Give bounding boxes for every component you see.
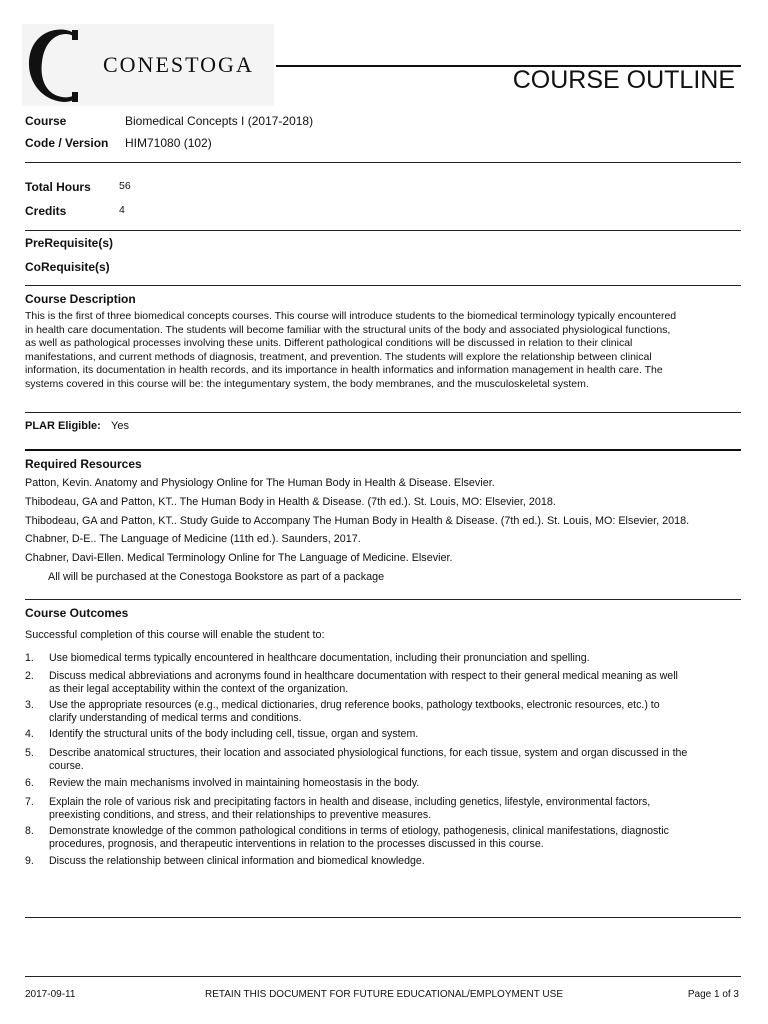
description-line: in health care documentation. The students will become familiar with the structural units of the body and associated physiological functions, <box>25 323 671 336</box>
outcomes-intro: Successful completion of this course will enable the student to: <box>25 629 325 641</box>
outcome-text <box>49 728 739 741</box>
total-hours-label: Total Hours <box>25 180 91 194</box>
outcome-line: Describe anatomical structures, their location and associated physiological functions, for each tissue, system and organ discussed in the <box>49 747 688 759</box>
total-hours-value: 56 <box>119 180 131 192</box>
outcome-text <box>49 699 739 725</box>
outcome-number: 8. <box>25 825 34 837</box>
outcome-text <box>49 825 739 851</box>
outcome-text <box>49 777 739 790</box>
course-value: Biomedical Concepts I (2017-2018) <box>125 114 314 128</box>
description-line: information, its documentation in health records, and its importance in health informatics and information management in health care. The <box>25 364 663 377</box>
outcome-number: 6. <box>25 777 34 789</box>
resource-item: Chabner, Davi-Ellen. Medical Terminology Online for The Language of Medicine. Elsevier. <box>25 552 453 564</box>
footer-rule <box>25 976 741 977</box>
divider <box>25 599 741 600</box>
divider <box>25 162 741 163</box>
divider <box>25 230 741 231</box>
divider <box>25 412 741 413</box>
outcome-line: preexisting conditions, and stress, and their relationships to preventive measures. <box>49 809 432 822</box>
resource-item: Thibodeau, GA and Patton, KT.. Study Guide to Accompany The Human Body in Health & Disease. (7th ed.). St. Louis, MO: Elsevier, 2018. <box>25 515 690 527</box>
outcome-number: 2. <box>25 670 34 682</box>
outcome-line: clarify understanding of medical terms and conditions. <box>49 712 302 725</box>
outcome-text <box>49 855 739 868</box>
corequisites-label: CoRequisite(s) <box>25 260 110 274</box>
description-line: This is the first of three biomedical concepts courses. This course will introduce students to the biomedical terminology typically encountered <box>25 310 677 322</box>
outcome-number: 9. <box>25 855 34 867</box>
outcome-line: procedures, prognosis, and therapeutic interventions in relation to the processes discussed in this course. <box>49 838 544 851</box>
outcome-number: 5. <box>25 747 34 759</box>
required-resources-heading: Required Resources <box>25 457 142 471</box>
outcome-text <box>49 747 739 773</box>
outcome-text <box>49 652 739 665</box>
resource-item: Patton, Kevin. Anatomy and Physiology Online for The Human Body in Health & Disease. Elsevier. <box>25 477 495 489</box>
course-label: Course <box>25 114 67 128</box>
outcome-text <box>49 670 739 696</box>
course-description-heading: Course Description <box>25 292 136 306</box>
outcomes-list <box>25 652 741 872</box>
resource-item: Thibodeau, GA and Patton, KT.. The Human Body in Health & Disease. (7th ed.). St. Louis, MO: Elsevier, 2018. <box>25 496 556 508</box>
footer-date: 2017-09-11 <box>25 989 76 1000</box>
outcome-text <box>49 796 739 822</box>
description-line: systems covered in this course will be: the integumentary system, the body membranes, and the musculoskeletal system. <box>25 377 589 390</box>
outcome-number: 3. <box>25 699 34 711</box>
code-version-label: Code / Version <box>25 136 109 150</box>
course-outcomes-heading: Course Outcomes <box>25 606 129 620</box>
outcome-line: Use the appropriate resources (e.g., medical dictionaries, drug reference books, pathology textbooks, electronic resources, etc.) to <box>49 699 660 711</box>
description-line: manifestations, and current methods of diagnosis, treatment, and prevention. The students will explore the relationship between clinical <box>25 350 652 363</box>
conestoga-logo <box>22 24 274 106</box>
course-description-text <box>25 310 741 392</box>
outcome-number: 4. <box>25 728 34 740</box>
outcome-line: Discuss the relationship between clinical information and biomedical knowledge. <box>49 855 425 867</box>
resource-note: All will be purchased at the Conestoga Bookstore as part of a package <box>48 571 385 583</box>
outcome-line: Use biomedical terms typically encountered in healthcare documentation, including their pronunciation and spelling. <box>49 652 590 664</box>
divider <box>25 917 741 918</box>
outcome-line: course. <box>49 760 84 773</box>
outcome-line: Discuss medical abbreviations and acronyms found in healthcare documentation with respect to their general medical meaning as well <box>49 670 678 682</box>
outcome-line: Review the main mechanisms involved in maintaining homeostasis in the body. <box>49 777 420 789</box>
prerequisites-label: PreRequisite(s) <box>25 236 114 250</box>
plar-eligible-label: PLAR Eligible: <box>25 420 101 432</box>
logo-wordmark: CONESTOGA <box>103 52 254 77</box>
outcome-number: 1. <box>25 652 34 664</box>
footer-page-number: Page 1 of 3 <box>687 989 739 1000</box>
code-version-value: HIM71080 (102) <box>125 136 212 150</box>
c-logo-icon <box>22 26 86 106</box>
page-title: COURSE OUTLINE <box>512 66 735 94</box>
outcome-line: Explain the role of various risk and precipitating factors in health and disease, including genetics, lifestyle, environmental factors, <box>49 796 651 808</box>
outcome-line: Demonstrate knowledge of the common pathological conditions in terms of etiology, pathogenesis, clinical manifestations, diagnostic <box>49 825 669 837</box>
resource-item: Chabner, D-E.. The Language of Medicine (11th ed.). Saunders, 2017. <box>25 533 361 545</box>
outcome-number: 7. <box>25 796 34 808</box>
divider <box>25 285 741 286</box>
description-line: as well as pathological processes involving these units. Different pathological conditions will be discussed in relation to their clinical <box>25 337 633 350</box>
outcome-line: Identify the structural units of the body including cell, tissue, organ and system. <box>49 728 419 740</box>
footer-notice: RETAIN THIS DOCUMENT FOR FUTURE EDUCATIONAL/EMPLOYMENT USE <box>205 989 563 1000</box>
credits-value: 4 <box>119 204 125 216</box>
credits-label: Credits <box>25 204 67 218</box>
outcome-line: as their legal acceptability within the context of the organization. <box>49 683 349 696</box>
plar-eligible-value: Yes <box>111 420 129 432</box>
divider <box>25 449 741 451</box>
